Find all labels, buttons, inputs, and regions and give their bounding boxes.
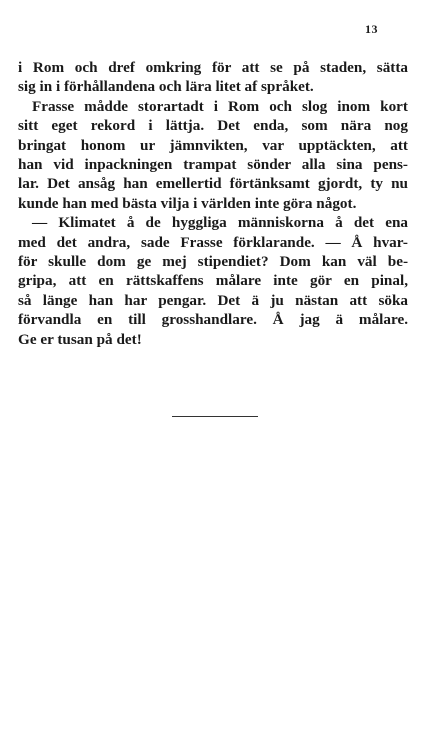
paragraph-2 xyxy=(18,97,408,213)
text-line: för skulle dom ge mej stipendiet? Dom kan väl be- xyxy=(18,253,408,271)
text-line: med det andra, sade Frasse förklarande. — Å hvar- xyxy=(18,233,408,251)
text-line: — Klimatet å de hyggliga människorna å det ena xyxy=(32,214,408,232)
page-number: 13 xyxy=(365,22,378,36)
text-line: Frasse mådde storartadt i Rom och slog inom kort xyxy=(32,97,408,115)
section-divider xyxy=(172,416,258,417)
text-line: sitt eget rekord i lättja. Det enda, som nära nog xyxy=(18,117,408,135)
text-line: Ge er tusan på det! xyxy=(18,330,142,348)
text-line: sig in i förhållandena och lära litet af språket. xyxy=(18,78,314,96)
paragraph-3 xyxy=(18,213,408,349)
text-line: så länge han har pengar. Det ä ju nästan att söka xyxy=(18,291,408,309)
text-line: gripa, att en rättskaffens målare inte gör en pinal, xyxy=(18,272,408,290)
body-text xyxy=(18,58,408,349)
text-line: lar. Det ansåg han emellertid förtänksamt gjordt, ty nu xyxy=(18,175,408,193)
text-line: han vid inpackningen trampat sönder alla sina pens- xyxy=(18,156,408,174)
text-line: kunde han med bästa vilja i världen inte göra något. xyxy=(18,194,357,212)
paragraph-1 xyxy=(18,58,408,97)
text-line: bringat honom ur jämnvikten, var upptäckten, att xyxy=(18,136,408,154)
text-line: förvandla en till grosshandlare. Å jag ä målare. xyxy=(18,311,408,329)
text-line: i Rom och dref omkring för att se på staden, sätta xyxy=(18,59,408,76)
